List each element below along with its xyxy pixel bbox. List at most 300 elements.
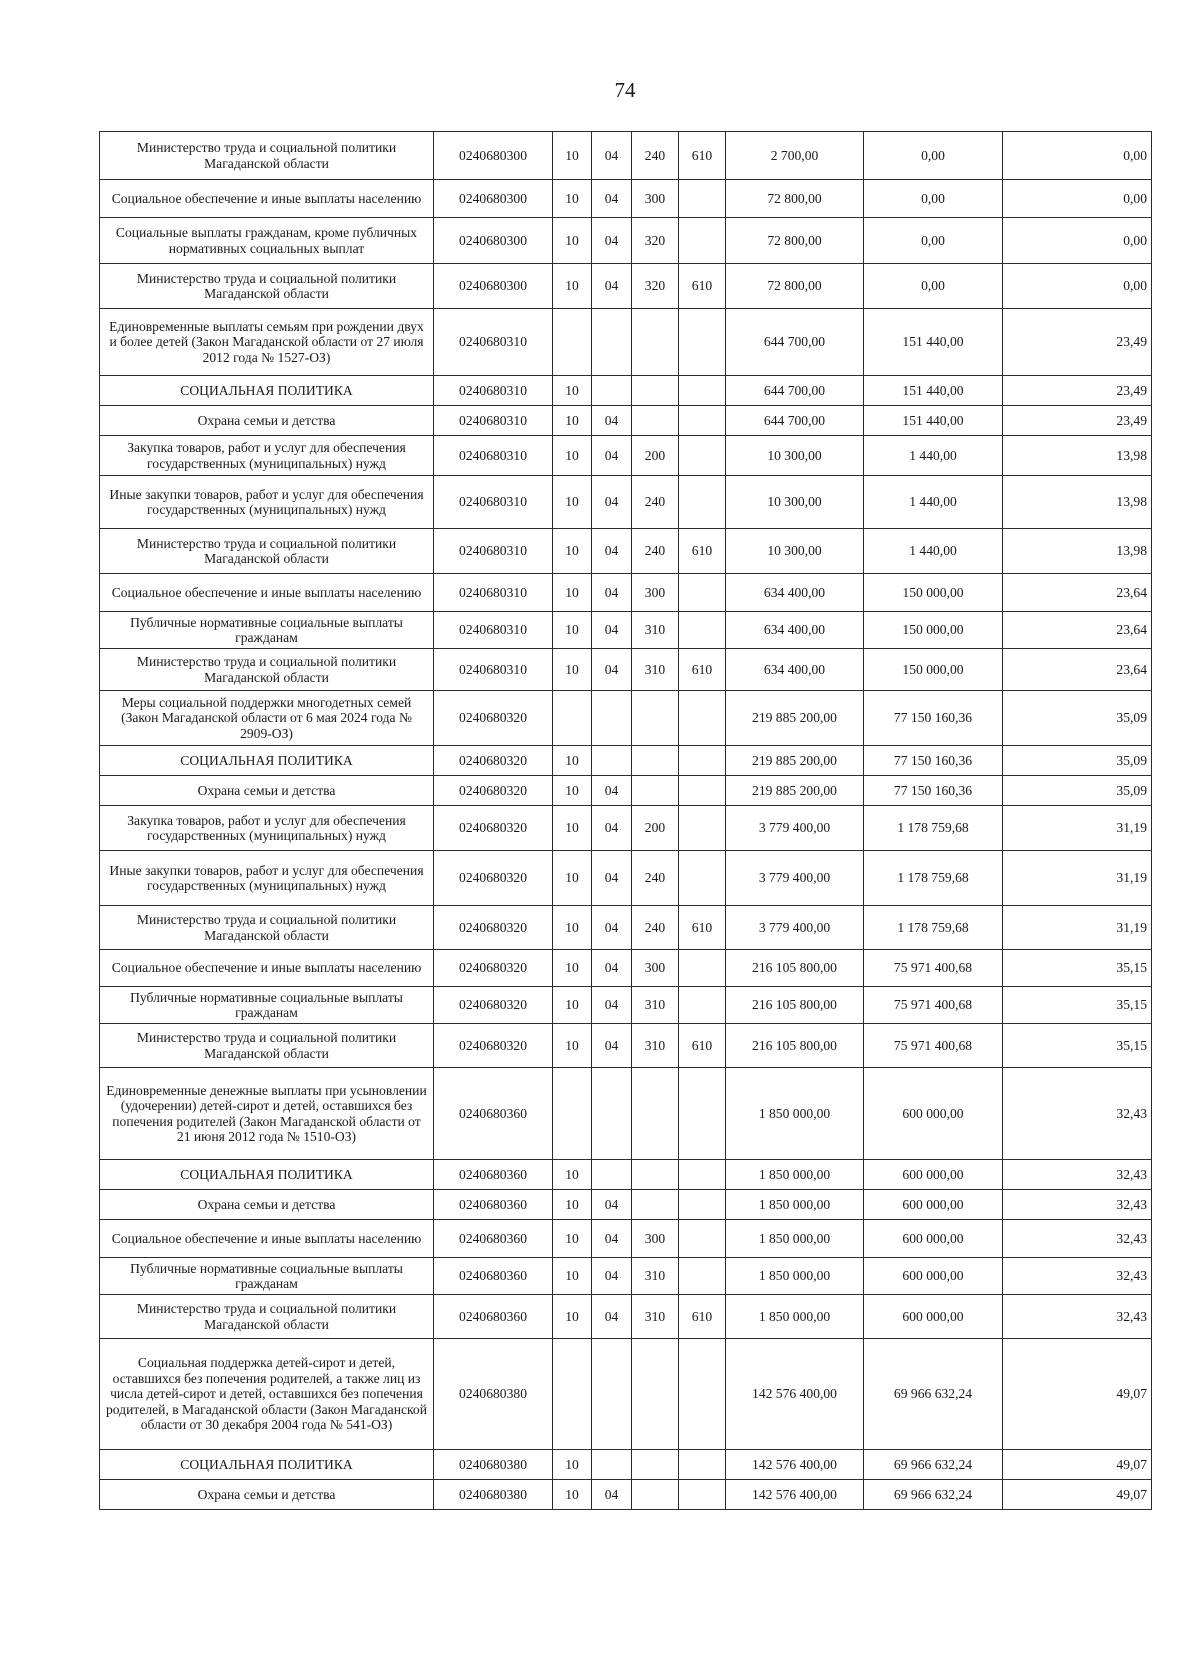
- cell-name: Закупка товаров, работ и услуг для обеспечения государственных (муниципальных) нужд: [100, 436, 434, 476]
- cell-execution-percent: 32,43: [1003, 1220, 1152, 1258]
- cell-planned-amount: 644 700,00: [726, 406, 864, 436]
- cell-executed-amount: 150 000,00: [864, 612, 1003, 649]
- cell-administrator-code: [679, 1480, 726, 1510]
- cell-target-code: 0240680320: [434, 1024, 553, 1068]
- cell-administrator-code: [679, 1258, 726, 1295]
- cell-target-code: 0240680360: [434, 1160, 553, 1190]
- table-row: [100, 574, 1152, 612]
- cell-administrator-code: [679, 436, 726, 476]
- cell-executed-amount: 600 000,00: [864, 1295, 1003, 1339]
- cell-section: 10: [553, 529, 592, 574]
- cell-planned-amount: 142 576 400,00: [726, 1339, 864, 1450]
- cell-administrator-code: [679, 691, 726, 746]
- cell-administrator-code: [679, 950, 726, 987]
- cell-planned-amount: 3 779 400,00: [726, 906, 864, 950]
- table-row: [100, 406, 1152, 436]
- cell-expense-type: 310: [632, 1295, 679, 1339]
- cell-planned-amount: 142 576 400,00: [726, 1480, 864, 1510]
- cell-target-code: 0240680320: [434, 906, 553, 950]
- cell-target-code: 0240680300: [434, 132, 553, 180]
- cell-expense-type: 310: [632, 612, 679, 649]
- cell-name: Социальные выплаты гражданам, кроме публичных нормативных социальных выплат: [100, 218, 434, 264]
- table-row: [100, 529, 1152, 574]
- cell-target-code: 0240680320: [434, 746, 553, 776]
- cell-expense-type: 200: [632, 806, 679, 851]
- cell-planned-amount: 634 400,00: [726, 649, 864, 691]
- cell-section: 10: [553, 476, 592, 529]
- cell-name: Закупка товаров, работ и услуг для обеспечения государственных (муниципальных) нужд: [100, 806, 434, 851]
- cell-target-code: 0240680310: [434, 612, 553, 649]
- cell-execution-percent: 35,09: [1003, 746, 1152, 776]
- table-row: [100, 218, 1152, 264]
- cell-executed-amount: 0,00: [864, 180, 1003, 218]
- cell-executed-amount: 1 178 759,68: [864, 806, 1003, 851]
- cell-administrator-code: [679, 1450, 726, 1480]
- cell-administrator-code: [679, 1190, 726, 1220]
- cell-executed-amount: 600 000,00: [864, 1190, 1003, 1220]
- cell-section: 10: [553, 1258, 592, 1295]
- cell-administrator-code: [679, 476, 726, 529]
- cell-expense-type: 240: [632, 529, 679, 574]
- cell-target-code: 0240680300: [434, 180, 553, 218]
- cell-name: Социальное обеспечение и иные выплаты населению: [100, 950, 434, 987]
- cell-expense-type: [632, 376, 679, 406]
- table-row: [100, 180, 1152, 218]
- cell-name: СОЦИАЛЬНАЯ ПОЛИТИКА: [100, 376, 434, 406]
- cell-executed-amount: 75 971 400,68: [864, 987, 1003, 1024]
- cell-target-code: 0240680380: [434, 1480, 553, 1510]
- cell-executed-amount: 1 178 759,68: [864, 851, 1003, 906]
- cell-subsection: 04: [592, 1024, 632, 1068]
- cell-subsection: 04: [592, 806, 632, 851]
- cell-section: 10: [553, 1450, 592, 1480]
- cell-subsection: [592, 691, 632, 746]
- cell-administrator-code: [679, 1220, 726, 1258]
- cell-execution-percent: 49,07: [1003, 1480, 1152, 1510]
- cell-name: Министерство труда и социальной политики Магаданской области: [100, 1024, 434, 1068]
- cell-executed-amount: 77 150 160,36: [864, 691, 1003, 746]
- cell-administrator-code: [679, 218, 726, 264]
- cell-executed-amount: 69 966 632,24: [864, 1450, 1003, 1480]
- cell-planned-amount: 72 800,00: [726, 180, 864, 218]
- cell-executed-amount: 150 000,00: [864, 574, 1003, 612]
- cell-name: Охрана семьи и детства: [100, 1480, 434, 1510]
- cell-subsection: 04: [592, 218, 632, 264]
- cell-name: СОЦИАЛЬНАЯ ПОЛИТИКА: [100, 1160, 434, 1190]
- cell-planned-amount: 634 400,00: [726, 612, 864, 649]
- cell-administrator-code: [679, 987, 726, 1024]
- cell-subsection: 04: [592, 406, 632, 436]
- cell-target-code: 0240680360: [434, 1258, 553, 1295]
- cell-expense-type: 310: [632, 1024, 679, 1068]
- cell-subsection: 04: [592, 1220, 632, 1258]
- cell-subsection: 04: [592, 612, 632, 649]
- cell-section: 10: [553, 987, 592, 1024]
- cell-target-code: 0240680310: [434, 649, 553, 691]
- cell-subsection: 04: [592, 851, 632, 906]
- cell-administrator-code: 610: [679, 264, 726, 309]
- cell-execution-percent: 32,43: [1003, 1160, 1152, 1190]
- cell-name: Министерство труда и социальной политики Магаданской области: [100, 264, 434, 309]
- cell-subsection: 04: [592, 906, 632, 950]
- cell-administrator-code: [679, 1339, 726, 1450]
- cell-section: [553, 309, 592, 376]
- cell-section: 10: [553, 776, 592, 806]
- cell-expense-type: 240: [632, 476, 679, 529]
- cell-subsection: [592, 309, 632, 376]
- cell-planned-amount: 644 700,00: [726, 376, 864, 406]
- cell-expense-type: 310: [632, 1258, 679, 1295]
- cell-subsection: 04: [592, 649, 632, 691]
- table-row: [100, 906, 1152, 950]
- cell-section: [553, 1068, 592, 1160]
- cell-target-code: 0240680380: [434, 1339, 553, 1450]
- table-row: [100, 806, 1152, 851]
- cell-administrator-code: 610: [679, 1024, 726, 1068]
- cell-expense-type: [632, 691, 679, 746]
- cell-subsection: 04: [592, 1258, 632, 1295]
- cell-planned-amount: 72 800,00: [726, 264, 864, 309]
- cell-section: 10: [553, 1160, 592, 1190]
- cell-expense-type: 300: [632, 180, 679, 218]
- cell-administrator-code: 610: [679, 649, 726, 691]
- cell-name: Министерство труда и социальной политики Магаданской области: [100, 132, 434, 180]
- cell-execution-percent: 31,19: [1003, 851, 1152, 906]
- cell-administrator-code: [679, 851, 726, 906]
- cell-name: Социальная поддержка детей-сирот и детей, оставшихся без попечения родителей, а также лиц из числа детей-сирот и детей, оставшихся без попечения родителей, в Магаданской области (Закон Магаданской области от 30 декабря 2004 года № 541-ОЗ): [100, 1339, 434, 1450]
- cell-subsection: 04: [592, 1190, 632, 1220]
- cell-administrator-code: [679, 746, 726, 776]
- cell-planned-amount: 10 300,00: [726, 436, 864, 476]
- cell-planned-amount: 216 105 800,00: [726, 1024, 864, 1068]
- cell-subsection: 04: [592, 1480, 632, 1510]
- cell-target-code: 0240680300: [434, 218, 553, 264]
- cell-target-code: 0240680320: [434, 950, 553, 987]
- cell-target-code: 0240680310: [434, 309, 553, 376]
- table-row: [100, 376, 1152, 406]
- table-row: [100, 1295, 1152, 1339]
- cell-executed-amount: 600 000,00: [864, 1258, 1003, 1295]
- cell-target-code: 0240680310: [434, 376, 553, 406]
- cell-subsection: [592, 1450, 632, 1480]
- cell-name: Иные закупки товаров, работ и услуг для обеспечения государственных (муниципальных) нужд: [100, 851, 434, 906]
- cell-planned-amount: 644 700,00: [726, 309, 864, 376]
- cell-name: Иные закупки товаров, работ и услуг для обеспечения государственных (муниципальных) нужд: [100, 476, 434, 529]
- table-row: [100, 1160, 1152, 1190]
- cell-execution-percent: 23,64: [1003, 612, 1152, 649]
- cell-executed-amount: 69 966 632,24: [864, 1480, 1003, 1510]
- cell-execution-percent: 32,43: [1003, 1295, 1152, 1339]
- cell-section: 10: [553, 1480, 592, 1510]
- cell-executed-amount: 1 440,00: [864, 476, 1003, 529]
- cell-administrator-code: 610: [679, 132, 726, 180]
- cell-name: Социальное обеспечение и иные выплаты населению: [100, 180, 434, 218]
- cell-executed-amount: 75 971 400,68: [864, 950, 1003, 987]
- cell-executed-amount: 600 000,00: [864, 1068, 1003, 1160]
- cell-section: 10: [553, 406, 592, 436]
- cell-name: Социальное обеспечение и иные выплаты населению: [100, 574, 434, 612]
- table-row: [100, 1339, 1152, 1450]
- cell-administrator-code: [679, 406, 726, 436]
- table-row: [100, 851, 1152, 906]
- table-row: [100, 612, 1152, 649]
- cell-target-code: 0240680320: [434, 806, 553, 851]
- cell-name: Единовременные денежные выплаты при усыновлении (удочерении) детей-сирот и детей, оставшихся без попечения родителей (Закон Магаданской области от 21 июня 2012 года № 1510-ОЗ): [100, 1068, 434, 1160]
- cell-execution-percent: 23,49: [1003, 406, 1152, 436]
- cell-target-code: 0240680310: [434, 574, 553, 612]
- cell-execution-percent: 23,49: [1003, 376, 1152, 406]
- cell-expense-type: [632, 1450, 679, 1480]
- cell-execution-percent: 0,00: [1003, 218, 1152, 264]
- cell-planned-amount: 142 576 400,00: [726, 1450, 864, 1480]
- cell-subsection: [592, 1068, 632, 1160]
- cell-section: [553, 691, 592, 746]
- cell-planned-amount: 3 779 400,00: [726, 851, 864, 906]
- cell-name: Министерство труда и социальной политики Магаданской области: [100, 529, 434, 574]
- cell-subsection: [592, 1160, 632, 1190]
- cell-administrator-code: [679, 309, 726, 376]
- cell-section: 10: [553, 649, 592, 691]
- cell-executed-amount: 0,00: [864, 218, 1003, 264]
- cell-expense-type: 240: [632, 851, 679, 906]
- cell-section: 10: [553, 132, 592, 180]
- cell-target-code: 0240680320: [434, 776, 553, 806]
- cell-execution-percent: 23,64: [1003, 649, 1152, 691]
- cell-planned-amount: 634 400,00: [726, 574, 864, 612]
- cell-target-code: 0240680310: [434, 529, 553, 574]
- table-row: [100, 1024, 1152, 1068]
- cell-subsection: [592, 1339, 632, 1450]
- cell-subsection: 04: [592, 180, 632, 218]
- cell-executed-amount: 75 971 400,68: [864, 1024, 1003, 1068]
- cell-planned-amount: 219 885 200,00: [726, 776, 864, 806]
- table-row: [100, 1258, 1152, 1295]
- cell-planned-amount: 219 885 200,00: [726, 691, 864, 746]
- table-row: [100, 1480, 1152, 1510]
- cell-executed-amount: 69 966 632,24: [864, 1339, 1003, 1450]
- cell-planned-amount: 10 300,00: [726, 529, 864, 574]
- cell-administrator-code: 610: [679, 529, 726, 574]
- table-row: [100, 264, 1152, 309]
- table-body: [100, 132, 1152, 1510]
- table-row: [100, 436, 1152, 476]
- cell-administrator-code: [679, 180, 726, 218]
- cell-expense-type: 240: [632, 906, 679, 950]
- cell-execution-percent: 31,19: [1003, 806, 1152, 851]
- cell-target-code: 0240680310: [434, 406, 553, 436]
- cell-section: 10: [553, 1024, 592, 1068]
- cell-subsection: 04: [592, 574, 632, 612]
- cell-name: Публичные нормативные социальные выплаты гражданам: [100, 987, 434, 1024]
- table-row: [100, 132, 1152, 180]
- cell-executed-amount: 1 440,00: [864, 436, 1003, 476]
- cell-name: СОЦИАЛЬНАЯ ПОЛИТИКА: [100, 746, 434, 776]
- cell-subsection: 04: [592, 132, 632, 180]
- cell-target-code: 0240680360: [434, 1295, 553, 1339]
- cell-target-code: 0240680320: [434, 691, 553, 746]
- cell-target-code: 0240680320: [434, 987, 553, 1024]
- cell-planned-amount: 10 300,00: [726, 476, 864, 529]
- cell-administrator-code: [679, 376, 726, 406]
- cell-execution-percent: 31,19: [1003, 906, 1152, 950]
- cell-section: 10: [553, 574, 592, 612]
- cell-name: Охрана семьи и детства: [100, 776, 434, 806]
- cell-name: Министерство труда и социальной политики Магаданской области: [100, 649, 434, 691]
- cell-administrator-code: [679, 1160, 726, 1190]
- cell-target-code: 0240680360: [434, 1190, 553, 1220]
- cell-section: 10: [553, 806, 592, 851]
- cell-administrator-code: [679, 776, 726, 806]
- cell-execution-percent: 35,15: [1003, 987, 1152, 1024]
- cell-expense-type: 320: [632, 264, 679, 309]
- table-row: [100, 309, 1152, 376]
- cell-expense-type: 200: [632, 436, 679, 476]
- cell-execution-percent: 0,00: [1003, 180, 1152, 218]
- cell-name: Охрана семьи и детства: [100, 406, 434, 436]
- cell-planned-amount: 219 885 200,00: [726, 746, 864, 776]
- cell-planned-amount: 1 850 000,00: [726, 1068, 864, 1160]
- cell-section: 10: [553, 264, 592, 309]
- cell-name: Министерство труда и социальной политики Магаданской области: [100, 1295, 434, 1339]
- cell-section: 10: [553, 950, 592, 987]
- cell-execution-percent: 23,64: [1003, 574, 1152, 612]
- cell-subsection: 04: [592, 476, 632, 529]
- cell-executed-amount: 150 000,00: [864, 649, 1003, 691]
- cell-expense-type: 320: [632, 218, 679, 264]
- table-row: [100, 987, 1152, 1024]
- table-row: [100, 649, 1152, 691]
- cell-planned-amount: 1 850 000,00: [726, 1160, 864, 1190]
- cell-executed-amount: 1 440,00: [864, 529, 1003, 574]
- cell-execution-percent: 23,49: [1003, 309, 1152, 376]
- cell-executed-amount: 0,00: [864, 264, 1003, 309]
- cell-executed-amount: 600 000,00: [864, 1160, 1003, 1190]
- cell-execution-percent: 32,43: [1003, 1068, 1152, 1160]
- cell-target-code: 0240680310: [434, 436, 553, 476]
- cell-subsection: 04: [592, 987, 632, 1024]
- cell-planned-amount: 3 779 400,00: [726, 806, 864, 851]
- page-number: 74: [614, 78, 636, 102]
- cell-subsection: 04: [592, 264, 632, 309]
- cell-execution-percent: 13,98: [1003, 436, 1152, 476]
- cell-execution-percent: 35,09: [1003, 691, 1152, 746]
- cell-target-code: 0240680360: [434, 1068, 553, 1160]
- cell-execution-percent: 13,98: [1003, 476, 1152, 529]
- cell-expense-type: [632, 1068, 679, 1160]
- cell-execution-percent: 32,43: [1003, 1258, 1152, 1295]
- table-row: [100, 691, 1152, 746]
- cell-expense-type: [632, 1190, 679, 1220]
- cell-section: 10: [553, 612, 592, 649]
- cell-planned-amount: 2 700,00: [726, 132, 864, 180]
- cell-execution-percent: 13,98: [1003, 529, 1152, 574]
- cell-executed-amount: 151 440,00: [864, 309, 1003, 376]
- cell-expense-type: 300: [632, 950, 679, 987]
- cell-planned-amount: 216 105 800,00: [726, 950, 864, 987]
- cell-execution-percent: 0,00: [1003, 132, 1152, 180]
- cell-expense-type: 240: [632, 132, 679, 180]
- cell-section: [553, 1339, 592, 1450]
- cell-section: 10: [553, 180, 592, 218]
- table-row: [100, 476, 1152, 529]
- cell-name: Охрана семьи и детства: [100, 1190, 434, 1220]
- cell-expense-type: [632, 776, 679, 806]
- cell-expense-type: 300: [632, 1220, 679, 1258]
- table-row: [100, 746, 1152, 776]
- cell-subsection: [592, 376, 632, 406]
- cell-execution-percent: 35,15: [1003, 950, 1152, 987]
- cell-execution-percent: 49,07: [1003, 1339, 1152, 1450]
- cell-section: 10: [553, 906, 592, 950]
- cell-administrator-code: 610: [679, 906, 726, 950]
- cell-name: Меры социальной поддержки многодетных семей (Закон Магаданской области от 6 мая 2024 года № 2909-ОЗ): [100, 691, 434, 746]
- cell-expense-type: [632, 406, 679, 436]
- cell-planned-amount: 1 850 000,00: [726, 1295, 864, 1339]
- cell-administrator-code: [679, 1068, 726, 1160]
- cell-subsection: 04: [592, 529, 632, 574]
- cell-planned-amount: 1 850 000,00: [726, 1220, 864, 1258]
- cell-name: Социальное обеспечение и иные выплаты населению: [100, 1220, 434, 1258]
- cell-planned-amount: 216 105 800,00: [726, 987, 864, 1024]
- cell-administrator-code: [679, 806, 726, 851]
- cell-expense-type: [632, 1339, 679, 1450]
- cell-subsection: 04: [592, 1295, 632, 1339]
- cell-expense-type: [632, 1480, 679, 1510]
- cell-planned-amount: 1 850 000,00: [726, 1190, 864, 1220]
- cell-expense-type: [632, 1160, 679, 1190]
- cell-expense-type: 310: [632, 987, 679, 1024]
- cell-executed-amount: 151 440,00: [864, 376, 1003, 406]
- cell-execution-percent: 0,00: [1003, 264, 1152, 309]
- table-row: [100, 950, 1152, 987]
- cell-section: 10: [553, 1295, 592, 1339]
- cell-target-code: 0240680380: [434, 1450, 553, 1480]
- cell-executed-amount: 77 150 160,36: [864, 776, 1003, 806]
- table-row: [100, 1220, 1152, 1258]
- table-row: [100, 1450, 1152, 1480]
- cell-executed-amount: 0,00: [864, 132, 1003, 180]
- cell-administrator-code: [679, 612, 726, 649]
- cell-planned-amount: 72 800,00: [726, 218, 864, 264]
- cell-section: 10: [553, 218, 592, 264]
- cell-expense-type: [632, 746, 679, 776]
- table-row: [100, 776, 1152, 806]
- cell-target-code: 0240680320: [434, 851, 553, 906]
- cell-subsection: 04: [592, 950, 632, 987]
- cell-executed-amount: 77 150 160,36: [864, 746, 1003, 776]
- table-row: [100, 1068, 1152, 1160]
- cell-executed-amount: 151 440,00: [864, 406, 1003, 436]
- cell-executed-amount: 600 000,00: [864, 1220, 1003, 1258]
- cell-expense-type: 310: [632, 649, 679, 691]
- cell-expense-type: 300: [632, 574, 679, 612]
- cell-name: Публичные нормативные социальные выплаты гражданам: [100, 612, 434, 649]
- cell-name: Единовременные выплаты семьям при рождении двух и более детей (Закон Магаданской области от 27 июля 2012 года № 1527-ОЗ): [100, 309, 434, 376]
- table-row: [100, 1190, 1152, 1220]
- cell-planned-amount: 1 850 000,00: [726, 1258, 864, 1295]
- cell-name: Публичные нормативные социальные выплаты гражданам: [100, 1258, 434, 1295]
- cell-expense-type: [632, 309, 679, 376]
- cell-section: 10: [553, 851, 592, 906]
- cell-execution-percent: 49,07: [1003, 1450, 1152, 1480]
- cell-execution-percent: 35,09: [1003, 776, 1152, 806]
- cell-subsection: [592, 746, 632, 776]
- cell-section: 10: [553, 746, 592, 776]
- cell-target-code: 0240680310: [434, 476, 553, 529]
- cell-administrator-code: 610: [679, 1295, 726, 1339]
- cell-target-code: 0240680360: [434, 1220, 553, 1258]
- cell-subsection: 04: [592, 776, 632, 806]
